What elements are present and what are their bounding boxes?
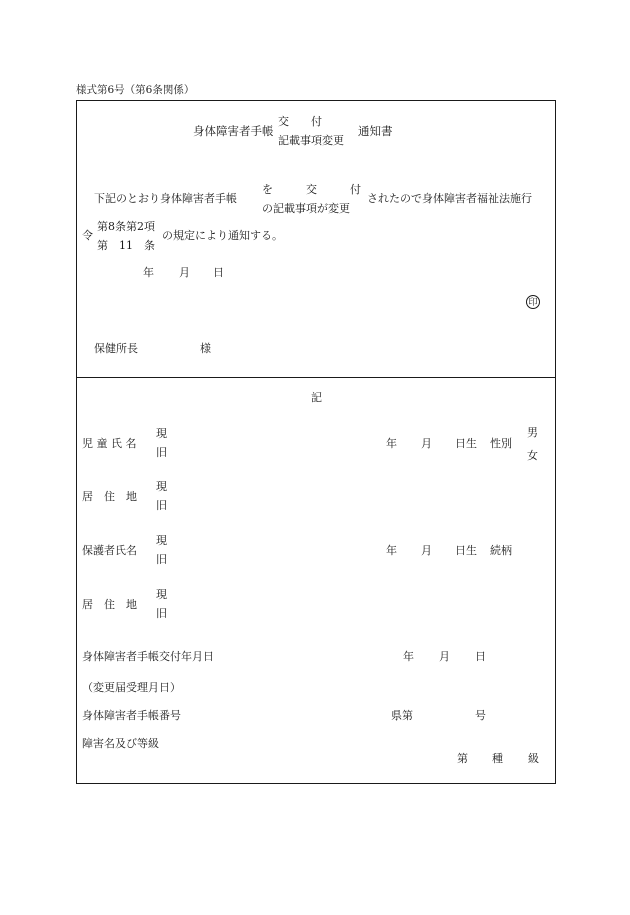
guardian-residence-current: 現 xyxy=(156,588,167,601)
body-line1-start: 下記のとおり身体障害者手帳 xyxy=(94,192,237,205)
notebook-number-label: 身体障害者手帳番号 xyxy=(82,709,181,722)
child-name-label: 児 童 氏 名 xyxy=(82,437,137,450)
addressee-honorific: 様 xyxy=(200,342,211,355)
child-sex-options xyxy=(527,427,538,461)
guardian-birth-month: 月 xyxy=(421,544,432,557)
date-month: 月 xyxy=(179,266,190,279)
body-line1-end: されたので身体障害者福祉法施行 xyxy=(367,192,532,205)
grade-prefix: 第 xyxy=(457,752,468,765)
child-residence-current-former xyxy=(156,481,167,511)
form-number: 様式第6号（第6条関係） xyxy=(76,84,195,96)
guardian-residence-former: 旧 xyxy=(156,607,167,620)
sex-option-male: 男 xyxy=(527,426,538,439)
body-choice-2-article8: 第8条第2項 xyxy=(97,220,155,233)
guardian-relationship-label: 続柄 xyxy=(490,544,512,557)
prefecture-number-prefix: 県第 xyxy=(391,709,413,722)
body-choice-1-issue: を 交 付 xyxy=(262,183,361,196)
body-choice-1 xyxy=(262,184,361,214)
title-suffix: 通知書 xyxy=(358,124,393,138)
title-choice xyxy=(278,116,344,146)
body-line2-end: の規定により通知する。 xyxy=(162,229,283,242)
child-residence-former: 旧 xyxy=(156,499,167,512)
title-prefix: 身体障害者手帳 xyxy=(193,124,274,138)
guardian-birth-day: 日生 xyxy=(455,544,477,557)
child-residence-current: 現 xyxy=(156,480,167,493)
guardian-name-former: 旧 xyxy=(156,553,167,566)
child-birth-year: 年 xyxy=(386,437,397,450)
addressee-office: 保健所長 xyxy=(94,342,138,355)
body-choice-1-change: の記載事項が変更 xyxy=(262,202,350,215)
guardian-name-current: 現 xyxy=(156,534,167,547)
body-choice-2 xyxy=(97,221,155,251)
grade-level: 級 xyxy=(528,752,539,765)
number-suffix: 号 xyxy=(475,709,486,722)
issue-date-label: 身体障害者手帳交付年月日 xyxy=(82,650,214,663)
guardian-birth-year: 年 xyxy=(386,544,397,557)
guardian-residence-current-former xyxy=(156,589,167,619)
issue-date-year: 年 xyxy=(403,650,414,663)
child-birth-day: 日生 xyxy=(455,437,477,450)
record-heading: 記 xyxy=(311,391,322,404)
title-choice-issue: 交 付 xyxy=(278,115,322,128)
date-day: 日 xyxy=(213,266,224,279)
seal-mark: 印 xyxy=(526,295,540,309)
child-name-current: 現 xyxy=(156,427,167,440)
body-line2-start: 令 xyxy=(82,229,93,242)
date-year: 年 xyxy=(143,266,154,279)
change-receipt-label: （変更届受理月日） xyxy=(82,681,181,694)
child-residence-label: 居 住 地 xyxy=(82,490,137,503)
guardian-name-label: 保護者氏名 xyxy=(82,544,137,557)
guardian-name-current-former xyxy=(156,535,167,565)
issue-date-day: 日 xyxy=(475,650,486,663)
guardian-residence-label: 居 住 地 xyxy=(82,598,137,611)
issue-date-month: 月 xyxy=(439,650,450,663)
sex-option-female: 女 xyxy=(527,449,538,462)
title-choice-change: 記載事項変更 xyxy=(278,134,344,147)
disability-label: 障害名及び等級 xyxy=(82,737,159,750)
body-choice-2-article11: 第 11 条 xyxy=(97,239,155,252)
child-name-former: 旧 xyxy=(156,446,167,459)
section-divider xyxy=(76,377,556,378)
child-name-current-former xyxy=(156,428,167,458)
grade-type: 種 xyxy=(492,752,503,765)
child-sex-label: 性別 xyxy=(490,437,512,450)
child-birth-month: 月 xyxy=(421,437,432,450)
